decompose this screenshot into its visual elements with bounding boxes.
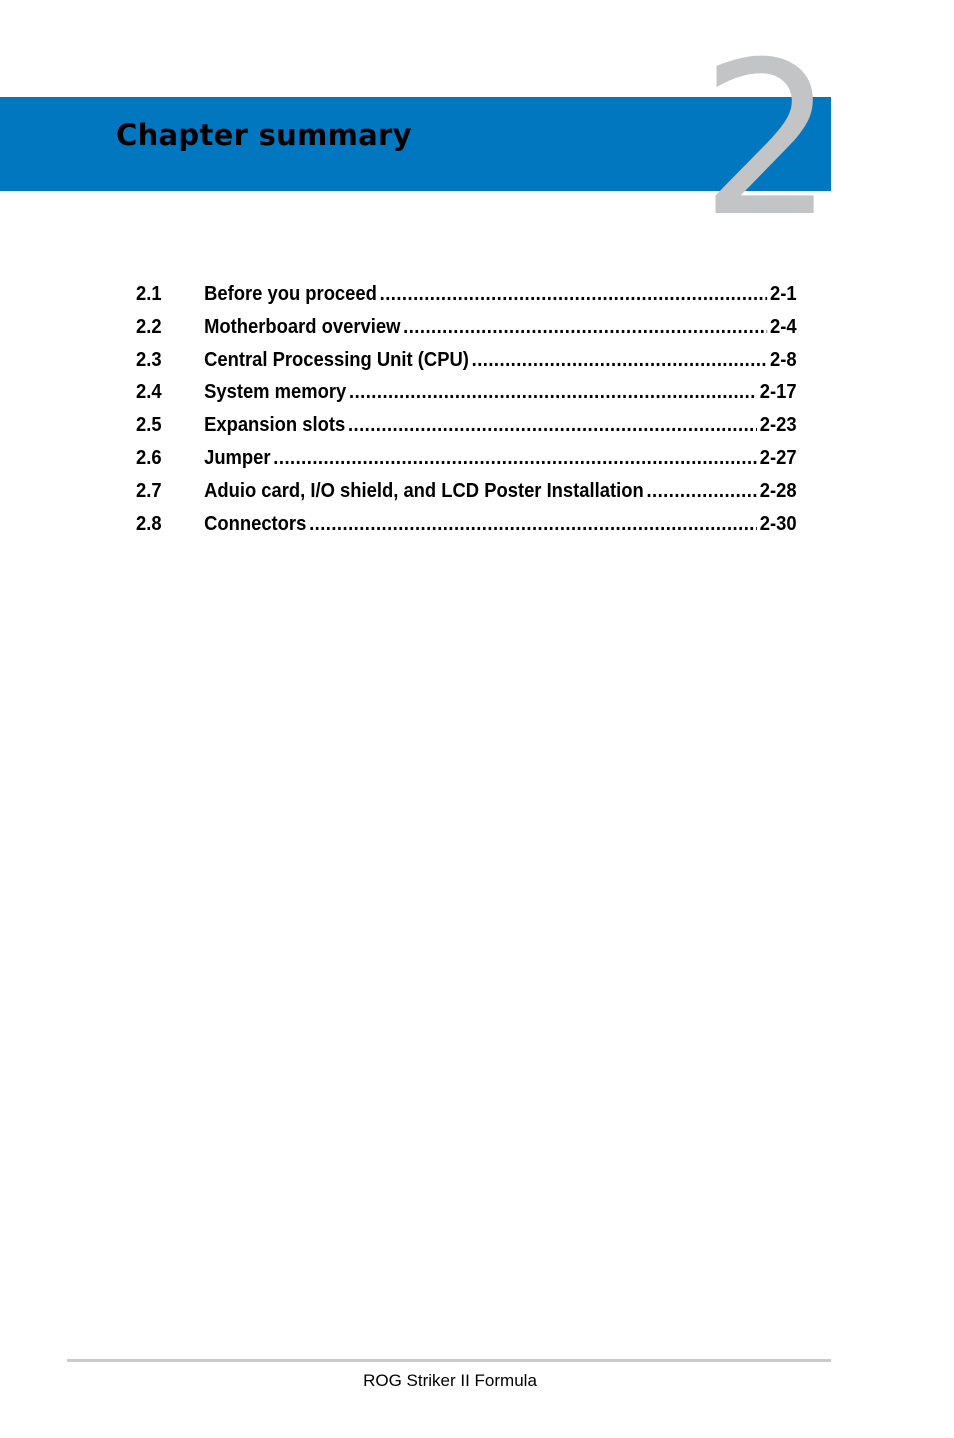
toc-entry-page: 2-1 xyxy=(769,283,797,305)
toc-entry-page: 2-17 xyxy=(759,381,797,404)
toc-entry[interactable] xyxy=(136,311,797,344)
toc-entry-title: Motherboard overview xyxy=(204,315,401,338)
toc-entry-number: 2.5 xyxy=(136,414,162,437)
toc-leader-dots xyxy=(380,278,768,310)
chapter-title: Chapter summary xyxy=(116,118,412,152)
toc-leader-dots xyxy=(349,376,757,408)
toc-entry-number: 2.3 xyxy=(136,348,162,371)
table-of-contents xyxy=(136,278,797,540)
toc-leader-dots xyxy=(646,475,757,507)
toc-entry-title: Jumper xyxy=(204,446,271,469)
toc-entry-title: System memory xyxy=(204,381,347,404)
toc-entry-title: Aduio card, I/O shield, and LCD Poster Installation xyxy=(204,479,644,502)
toc-entry-number: 2.6 xyxy=(136,446,162,469)
toc-entry-page: 2-30 xyxy=(759,512,797,535)
toc-entry-title: Connectors xyxy=(204,512,307,535)
toc-entry[interactable] xyxy=(136,442,797,475)
toc-entry[interactable] xyxy=(136,344,797,377)
footer-product-name: ROG Striker II Formula xyxy=(363,1371,537,1390)
toc-leader-dots xyxy=(348,409,757,441)
toc-entry[interactable] xyxy=(136,475,797,508)
toc-leader-dots xyxy=(472,344,768,376)
toc-entry-number: 2.8 xyxy=(136,512,162,535)
toc-leader-dots xyxy=(403,311,767,343)
toc-entry-page: 2-27 xyxy=(759,446,797,469)
toc-entry-number: 2.4 xyxy=(136,381,162,404)
toc-entry-title: Expansion slots xyxy=(204,414,346,437)
footer-divider xyxy=(67,1359,831,1362)
toc-entry-number: 2.1 xyxy=(136,283,162,305)
toc-entry-number: 2.7 xyxy=(136,479,162,502)
toc-leader-dots xyxy=(309,508,757,540)
toc-entry[interactable] xyxy=(136,278,797,311)
chapter-number: 2 xyxy=(700,16,835,263)
toc-entry-title: Before you proceed xyxy=(204,283,377,305)
toc-entry[interactable] xyxy=(136,409,797,442)
toc-entry-title: Central Processing Unit (CPU) xyxy=(204,348,469,371)
toc-entry[interactable] xyxy=(136,376,797,409)
toc-entry-page: 2-4 xyxy=(769,315,797,338)
toc-entry-page: 2-23 xyxy=(759,414,797,437)
toc-entry-page: 2-8 xyxy=(769,348,797,371)
toc-leader-dots xyxy=(273,442,757,474)
toc-entry[interactable] xyxy=(136,508,797,541)
toc-entry-number: 2.2 xyxy=(136,315,162,338)
toc-entry-page: 2-28 xyxy=(759,479,797,502)
